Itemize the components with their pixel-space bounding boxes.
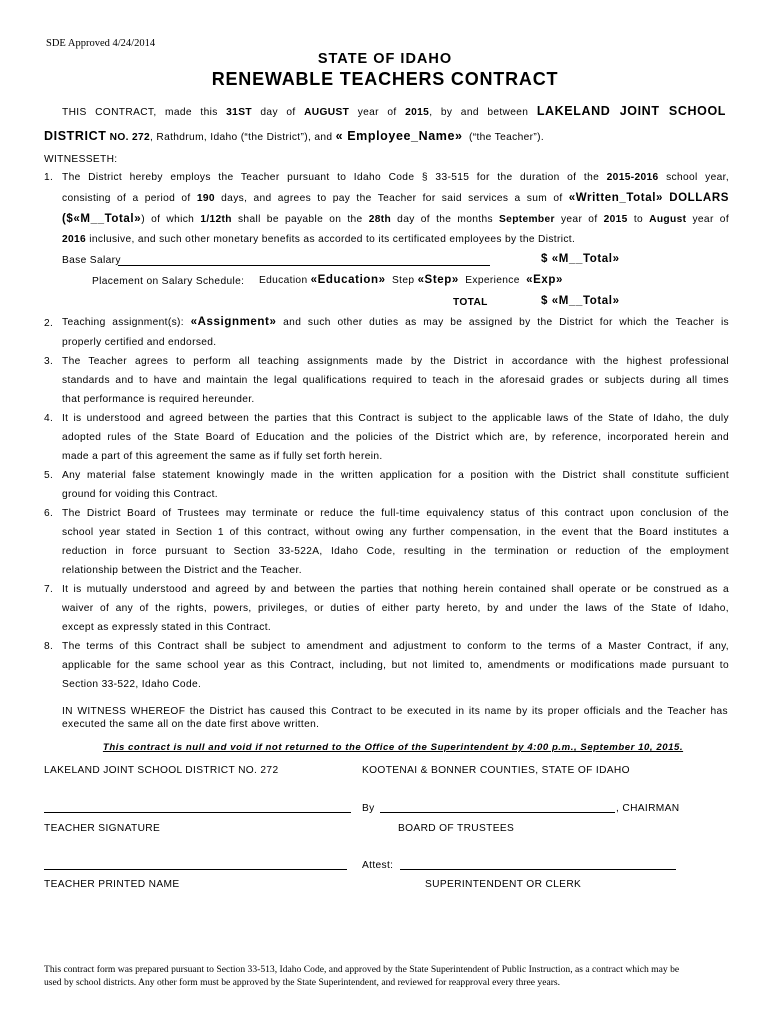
section-7-number: 7.	[44, 584, 54, 595]
assignment-field: «Assignment»	[190, 316, 277, 328]
section-5-number: 5.	[44, 470, 54, 481]
intro-line-2: DISTRICT NO. 272, Rathdrum, Idaho (“the District”), and « Employee_Name» (“the Teacher”).	[44, 129, 545, 143]
placement-label: Placement on Salary Schedule:	[92, 276, 245, 287]
section-1-number: 1.	[44, 172, 54, 183]
approval-note: SDE Approved 4/24/2014	[46, 38, 156, 49]
section-8-line-1: The terms of this Contract shall be subject to amendment and adjustment to conform to the terms of a Master Contract, if any,	[62, 641, 729, 652]
section-5-line-2: ground for voiding this Contract.	[62, 489, 218, 500]
placement-values: Education «Education» Step «Step» Experience «Exp»	[259, 274, 563, 286]
section-5-line-1: Any material false statement knowingly made in the written application for a position with the District shall constitute sufficient	[62, 470, 729, 481]
section-6-line-2: school year stated in Section 1 of this contract, without owing any further compensation, in the event that the Board institutes a	[62, 527, 729, 538]
section-7-line-3: except as expressly stated in this Contract.	[62, 622, 272, 633]
teacher-signature-label: TEACHER SIGNATURE	[44, 823, 161, 834]
base-salary-line	[118, 265, 490, 266]
state-heading: STATE OF IDAHO	[317, 51, 453, 67]
section-3-number: 3.	[44, 356, 54, 367]
section-1-line-4: 2016 inclusive, and such other monetary benefits as accorded to its certificated employees by the District.	[62, 234, 576, 245]
base-salary-label: Base Salary	[62, 255, 121, 266]
section-4-number: 4.	[44, 413, 54, 424]
section-6-number: 6.	[44, 508, 54, 519]
contract-day: 31ST	[226, 107, 252, 118]
education-field: «Education»	[310, 274, 386, 286]
section-4-line-3: made a part of this agreement the same as if fully set forth herein.	[62, 451, 383, 462]
teacher-name-label: TEACHER PRINTED NAME	[44, 879, 180, 890]
section-8-number: 8.	[44, 641, 54, 652]
footer-line-1: This contract form was prepared pursuant to Section 33-513, Idaho Code, and approved by the State Superintendent of Public Instruction, as a contract which may be	[44, 964, 680, 975]
section-2-number: 2.	[44, 318, 54, 329]
district-name: LAKELAND JOINT SCHOOL	[536, 104, 727, 118]
section-7-line-2: waiver of any of the rights, powers, privileges, or duties of either party hereto, by and under the laws of the State of Idaho,	[62, 603, 729, 614]
chairman-label: , CHAIRMAN	[616, 803, 680, 814]
base-salary-value: $ «M__Total»	[541, 253, 620, 265]
employee-name-field: « Employee_Name»	[335, 129, 463, 143]
intro-line-1: THIS CONTRACT, made this 31ST day of AUGUST year of 2015, by and between LAKELAND JOINT SCHOOL	[62, 104, 727, 118]
contract-year: 2015	[405, 107, 430, 118]
district-signatory: LAKELAND JOINT SCHOOL DISTRICT NO. 272	[44, 765, 279, 776]
footer-line-2: used by school districts. Any other form must be approved by the State Superintendent, and reviewed for reapproval every three years.	[44, 977, 561, 988]
witness-line-2: executed the same all on the date first above written.	[62, 719, 320, 730]
county-signatory: KOOTENAI & BONNER COUNTIES, STATE OF IDAHO	[362, 765, 630, 776]
section-1-line-3: ($«M__Total») of which 1/12th shall be payable on the 28th day of the months September year of 2015 to August year of	[62, 213, 729, 225]
experience-field: «Exp»	[526, 274, 563, 286]
superintendent-signature-line[interactable]	[400, 869, 676, 870]
contract-month: AUGUST	[304, 107, 350, 118]
section-3-line-2: standards and to have and maintain the legal qualifications required to teach in the aforesaid grades or subjects during all times	[62, 375, 729, 386]
section-8-line-3: Section 33-522, Idaho Code.	[62, 679, 202, 690]
chairman-signature-line[interactable]	[380, 812, 615, 813]
section-1-line-1: The District hereby employs the Teacher pursuant to Idaho Code § 33-515 for the duration of the 2015-2016 school year,	[62, 172, 729, 183]
total-label: TOTAL	[453, 297, 488, 308]
section-1-line-2: consisting of a period of 190 days, and agrees to pay the Teacher for said services a sum of «Written_Total» DOLLARS	[62, 192, 730, 204]
section-4-line-2: adopted rules of the State Board of Education and the policies of the District which are, by reference, incorporated herein and	[62, 432, 729, 443]
section-3-line-1: The Teacher agrees to perform all teaching assignments made by the District in accordance with the highest professional	[62, 356, 729, 367]
witness-line-1: IN WITNESS WHEREOF the District has caused this Contract to be executed in its name by its proper officials and the Teacher has	[62, 706, 728, 717]
section-4-line-1: It is understood and agreed between the parties that this Contract is subject to the applicable laws of the State of Idaho, the duly	[62, 413, 729, 424]
board-label: BOARD OF TRUSTEES	[398, 823, 515, 834]
section-6-line-4: relationship between the District and the Teacher.	[62, 565, 302, 576]
section-7-line-1: It is mutually understood and agreed by and between the parties that nothing herein contained shall operate or be construed as a	[62, 584, 729, 595]
return-deadline-notice: This contract is null and void if not returned to the Office of the Superintendent by 4:00 p.m., September 10, 2015.	[102, 742, 684, 753]
teacher-signature-line[interactable]	[44, 812, 351, 813]
superintendent-label: SUPERINTENDENT OR CLERK	[425, 879, 582, 890]
section-3-line-3: that performance is required hereunder.	[62, 394, 255, 405]
teacher-name-line[interactable]	[44, 869, 347, 870]
section-8-line-2: applicable for the same school year as this Contract, including, but not limited to, amendments or modifications made pursuant to	[62, 660, 729, 671]
total-value: $ «M__Total»	[541, 295, 620, 307]
section-2-line-1: Teaching assignment(s): «Assignment» and such other duties as may be assigned by the District for which the Teacher is	[62, 316, 730, 328]
witnesseth: WITNESSETH:	[44, 154, 118, 165]
written-total-field: «Written_Total»	[568, 192, 663, 204]
page-title: RENEWABLE TEACHERS CONTRACT	[211, 69, 559, 89]
section-6-line-1: The District Board of Trustees may terminate or reduce the full-time equivalency status of this contract upon conclusion of the	[62, 508, 729, 519]
attest-label: Attest:	[362, 860, 394, 871]
section-2-line-2: properly certified and endorsed.	[62, 337, 217, 348]
step-field: «Step»	[417, 274, 459, 286]
by-label: By	[362, 803, 375, 814]
section-6-line-3: reduction in force pursuant to Section 33-522A, Idaho Code, resulting in the termination or reduction of the employment	[62, 546, 729, 557]
monthly-total-field: ($«M__Total»	[62, 213, 142, 225]
